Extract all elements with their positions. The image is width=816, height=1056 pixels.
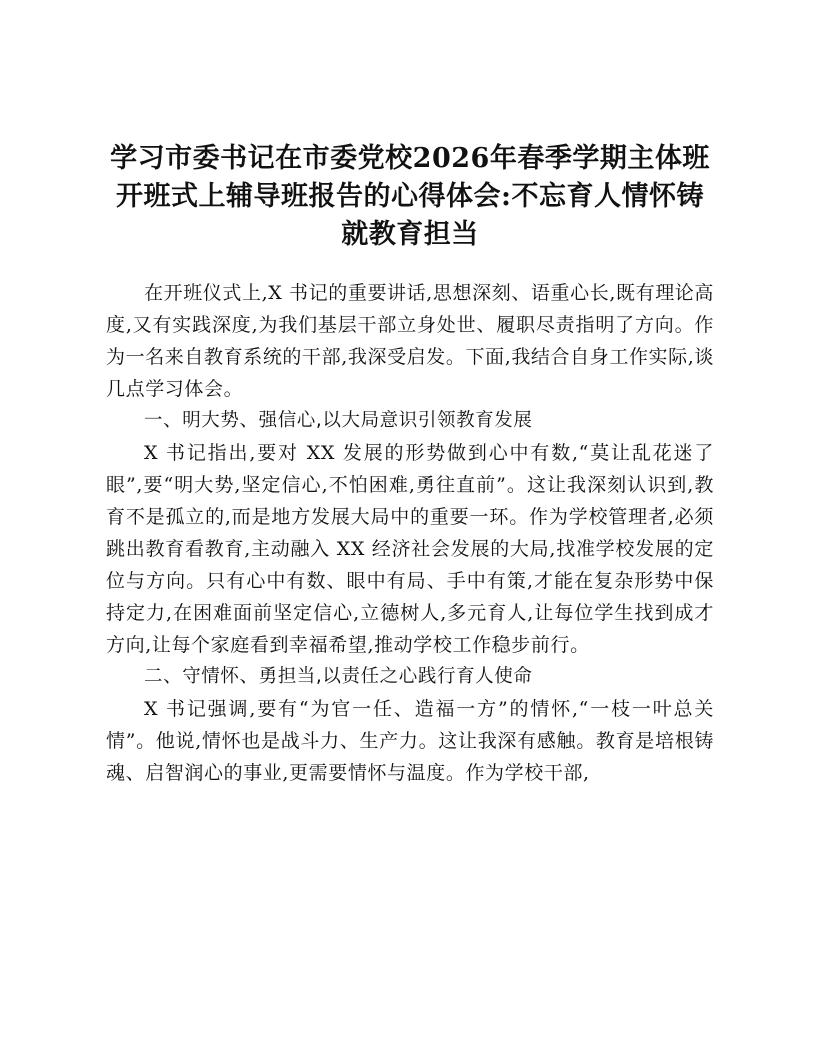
document-page [106, 140, 714, 789]
intro-paragraph: 在开班仪式上,X 书记的重要讲话,思想深刻、语重心长,既有理论高度,又有实践深度,为我们基层干部立身处世、履职尽责指明了方向。作为一名来自教育系统的干部,我深受启发。下面,我结合自身工作实际,谈几点学习体会。 [106, 282, 714, 400]
document-title: 学习市委书记在市委党校2026年春季学期主体班开班式上辅导班报告的心得体会:不忘育人情怀铸就教育担当 [110, 143, 710, 250]
section-1-paragraph: X 书记指出,要对 XX 发展的形势做到心中有数,“莫让乱花迷了眼”,要“明大势,坚定信心,不怕困难,勇往直前”。这让我深刻认识到,教育不是孤立的,而是地方发展大局中的重要一环。作为学校管理者,必须跳出教育看教育,主动融入 XX 经济社会发展的大局,找准学校发展的定位与方向。只有心中有数、眼中有局、手中有策,才能在复杂形势中保持定力,在困难面前坚定信心,立德树人,多元育人,让每位学生找到成才方向,让每个家庭看到幸福希望,推动学校工作稳步前行。 [106, 442, 714, 656]
section-2-paragraph: X 书记强调,要有“为官一任、造福一方”的情怀,“一枝一叶总关情”。他说,情怀也是战斗力、生产力。这让我深有感触。教育是培根铸魂、启智润心的事业,更需要情怀与温度。作为学校干部, [106, 698, 714, 784]
section-heading-1: 一、明大势、强信心,以大局意识引领教育发展 [144, 410, 533, 431]
section-heading-2: 二、守情怀、勇担当,以责任之心践行育人使命 [144, 666, 533, 687]
